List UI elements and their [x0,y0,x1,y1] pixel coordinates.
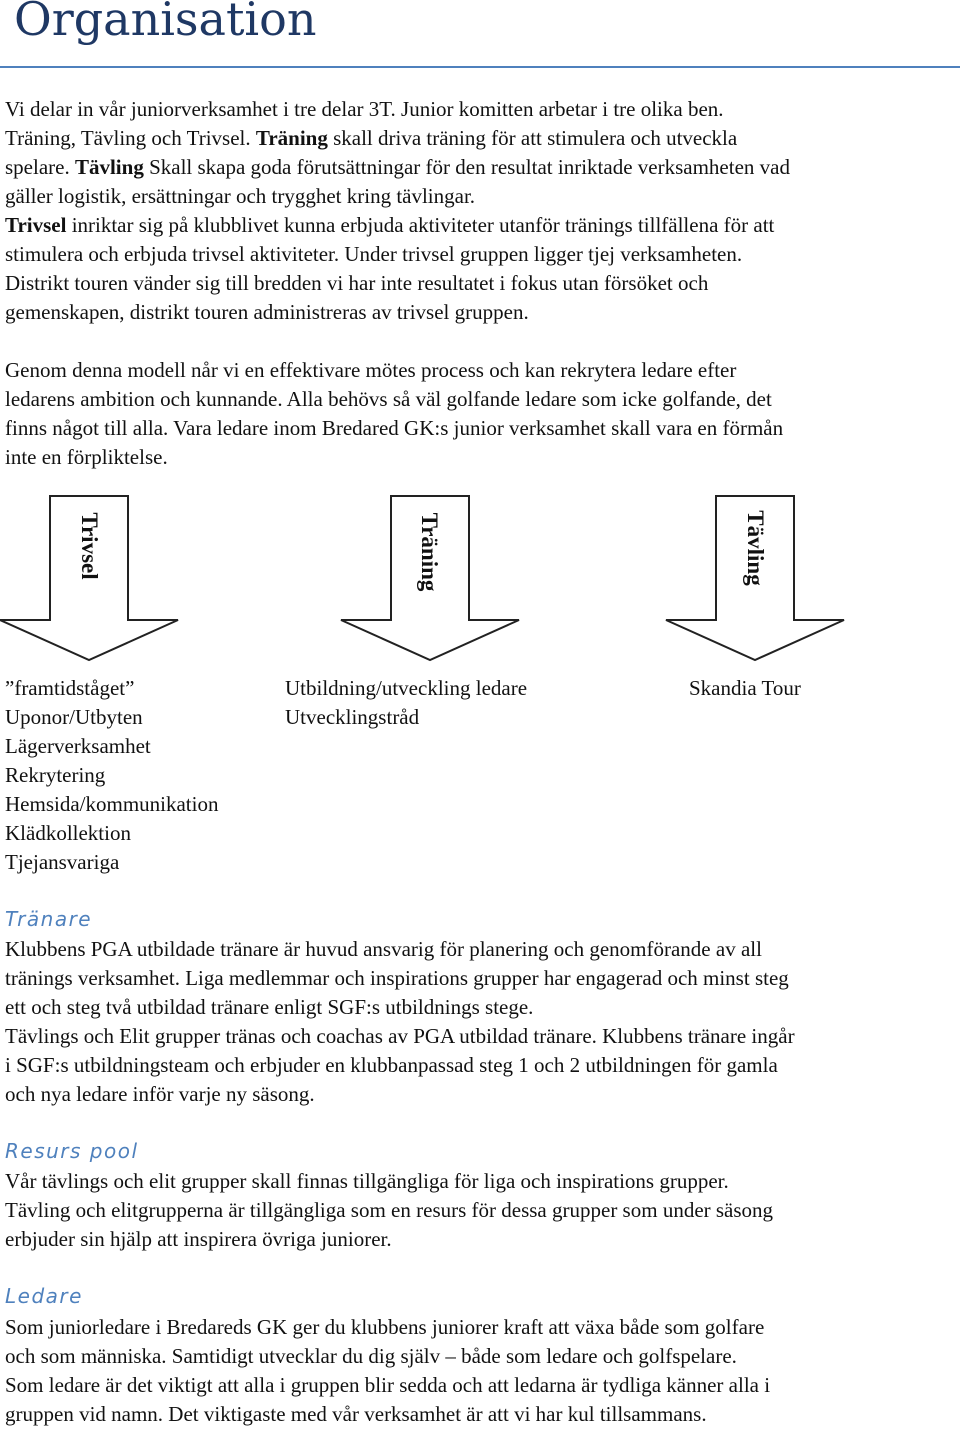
intro-line-6: stimulera och erbjuda trivsel aktiviteter. Under trivsel gruppen ligger tjej verksamheten. [5,242,743,266]
intro-trivsel-bold: Trivsel [5,213,67,237]
intro-traning-bold: Träning [255,126,328,150]
trivsel-item: Klädkollektion [5,821,131,845]
model-line-3: finns något till alla. Vara ledare inom Bredared GK:s junior verksamhet skall vara en förmån [5,416,784,440]
arrow-tavling-label: Tävling [743,510,768,586]
tranare-line-1: Klubbens PGA utbildade tränare är huvud ansvarig för planering och genomförande av all [5,937,762,961]
traning-item: Utvecklingstråd [285,705,420,729]
page-title: Organisation [14,0,317,46]
intro-three-t: Träning, Tävling och Trivsel. [5,126,251,150]
tranare-heading: Tränare [5,907,93,931]
trivsel-item: Tjejansvariga [5,850,120,874]
ledare-line-4: gruppen vid namn. Det viktigaste med vår verksamhet är att vi har kul tillsammans. [5,1402,707,1426]
traning-column [285,674,527,732]
intro-line-3-start: spelare. [5,155,75,179]
model-line-4: inte en förpliktelse. [5,445,168,469]
intro-line-5-rest: inriktar sig på klubblivet kunna erbjuda aktiviteter utanför tränings tillfällena för att [66,213,775,237]
resurs-line-3: erbjuder sin hjälp att inspirera övriga juniorer. [5,1227,392,1251]
intro-line-2 [5,124,955,153]
trivsel-column [5,674,218,877]
intro-line-3 [5,153,955,182]
tavling-column [689,674,801,703]
tranare-line-4: Tävlings och Elit grupper tränas och coachas av PGA utbildad tränare. Klubbens tränare ingår [5,1024,795,1048]
ledare-heading: Ledare [5,1284,83,1308]
intro-line-3-rest: Skall skapa goda förutsättningar för den resultat inriktade verksamheten vad [143,155,790,179]
three-t-arrows [0,488,960,666]
tranare-line-2: tränings verksamhet. Liga medlemmar och inspirations grupper har engagerad och minst steg [5,966,789,990]
tranare-line-3: ett och steg två utbildad tränare enligt SGF:s utbildnings stege. [5,995,534,1019]
intro-line-5 [5,211,955,240]
intro-line-4: gäller logistik, ersättningar och trygghet kring tävlingar. [5,184,476,208]
ledare-line-3: Som ledare är det viktigt att alla i gruppen blir sedda och att ledarna är tydliga känner alla i [5,1373,771,1397]
ledare-line-1: Som juniorledare i Bredareds GK ger du klubbens juniorer kraft att växa både som golfare [5,1315,765,1339]
tranare-line-6: och nya ledare inför varje ny säsong. [5,1082,315,1106]
intro-line-1: Vi delar in vår juniorverksamhet i tre delar 3T. Junior komitten arbetar i tre olika ben. [5,97,724,121]
tavling-item: Skandia Tour [689,676,801,700]
trivsel-item: ”framtidståget” [5,676,135,700]
intro-tavling-bold: Tävling [74,155,144,179]
tranare-line-5: i SGF:s utbildningsteam och erbjuder en klubbanpassad steg 1 och 2 utbildningen för gamla [5,1053,778,1077]
resurs-line-2: Tävling och elitgrupperna är tillgängliga som en resurs för dessa grupper som under säsong [5,1198,774,1222]
model-line-1: Genom denna modell når vi en effektivare mötes process och kan rekrytera ledare efter [5,358,737,382]
trivsel-item: Hemsida/kommunikation [5,792,219,816]
trivsel-item: Rekrytering [5,763,106,787]
model-line-2: ledarens ambition och kunnande. Alla behövs så väl golfande ledare som icke golfande, det [5,387,772,411]
resurs-line-1: Vår tävlings och elit grupper skall finnas tillgängliga för liga och inspirations grupper. [5,1169,729,1193]
traning-item: Utbildning/utveckling ledare [285,676,528,700]
resurs-heading: Resurs pool [5,1139,139,1163]
trivsel-item: Lägerverksamhet [5,734,151,758]
intro-line-8: gemenskapen, distrikt touren administreras av trivsel gruppen. [5,300,529,324]
intro-line-7: Distrikt touren vänder sig till bredden vi har inte resultatet i fokus utan försöket och [5,271,709,295]
ledare-line-2: och som människa. Samtidigt utvecklar du dig själv – både som ledare och golfspelare. [5,1344,737,1368]
intro-line-2-rest: skall driva träning för att stimulera och utveckla [327,126,738,150]
title-underline [0,66,960,68]
arrow-trivsel-label: Trivsel [77,512,102,580]
arrow-traning-label: Träning [417,512,442,592]
trivsel-item: Uponor/Utbyten [5,705,143,729]
